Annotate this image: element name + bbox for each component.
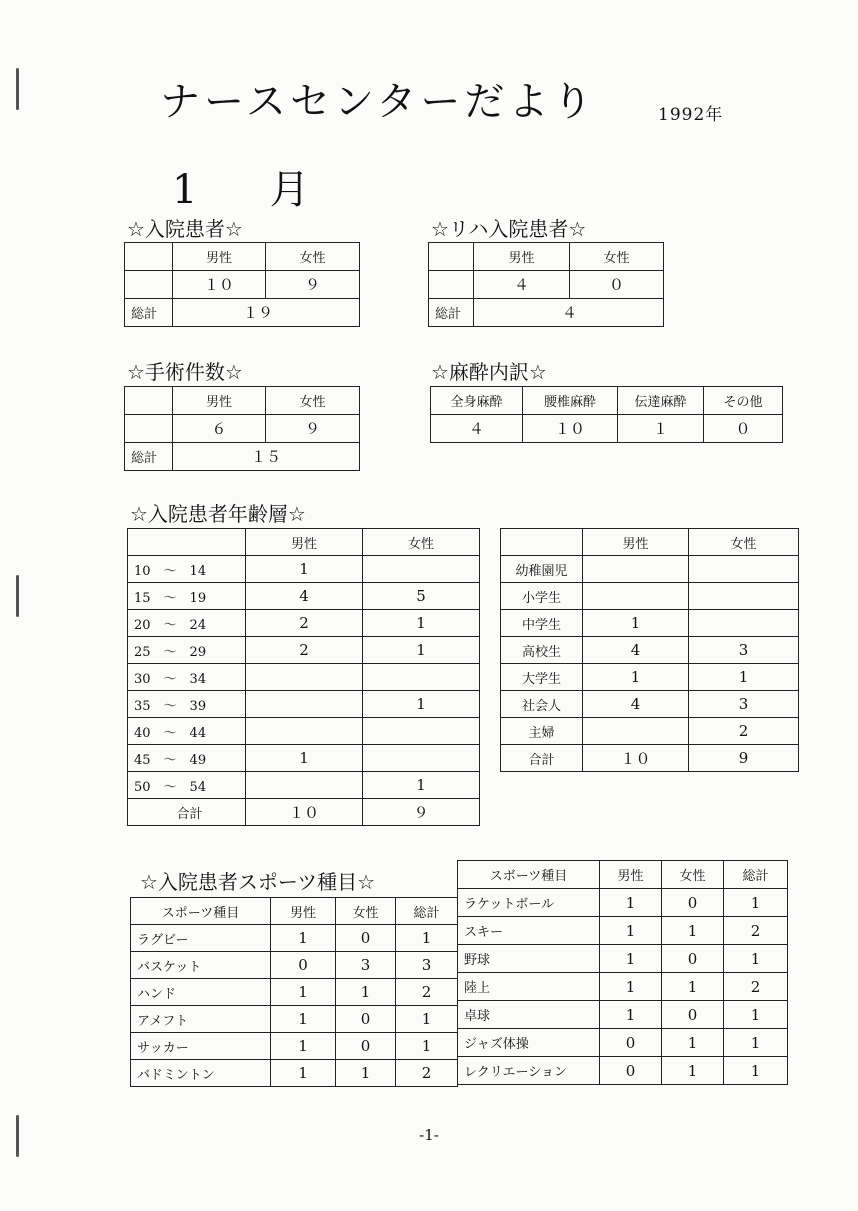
anesthesia-header: 伝達麻酔	[618, 387, 704, 415]
table-cell: ９	[363, 799, 480, 826]
table-cell: 0	[662, 945, 724, 973]
table-cell: 1	[363, 772, 480, 799]
table-cell: 0	[336, 1006, 396, 1033]
table-cell: 1	[724, 1057, 788, 1085]
table-cell: 1	[600, 1001, 662, 1029]
table-cell: 3	[689, 691, 799, 718]
table-cell: 1	[662, 973, 724, 1001]
table-cell: 2	[724, 917, 788, 945]
total-label: 総計	[125, 443, 173, 471]
table-cell: 1	[662, 1057, 724, 1085]
surgery-total: １５	[173, 443, 360, 471]
table-row	[501, 637, 799, 664]
table-cell: 1	[724, 889, 788, 917]
table-cell: 1	[363, 637, 480, 664]
row-label: 35 ～ 39	[128, 691, 246, 718]
table-row	[128, 637, 480, 664]
sports-title: ☆入院患者スポーツ種目☆	[140, 870, 376, 894]
table-cell: 2	[689, 718, 799, 745]
table-cell: 1	[600, 945, 662, 973]
row-label: 25 ～ 29	[128, 637, 246, 664]
col-female: 女性	[266, 243, 360, 271]
table-cell: 0	[662, 1001, 724, 1029]
column-header: 女性	[662, 861, 724, 889]
column-header: 男性	[583, 529, 689, 556]
table-row	[131, 925, 458, 952]
table-cell: 1	[600, 917, 662, 945]
table-cell: 9	[689, 745, 799, 772]
row-label: 中学生	[501, 610, 583, 637]
table-cell	[689, 556, 799, 583]
col-male: 男性	[173, 387, 266, 415]
table-row	[128, 799, 480, 826]
col-male: 男性	[474, 243, 570, 271]
table-cell: 0	[336, 1033, 396, 1060]
column-header	[128, 529, 246, 556]
table-cell: 1	[363, 610, 480, 637]
table-cell	[689, 583, 799, 610]
row-label: アメフト	[131, 1006, 271, 1033]
row-label: ハンド	[131, 979, 271, 1006]
table-cell: 1	[583, 610, 689, 637]
column-header: 男性	[600, 861, 662, 889]
table-cell: 4	[583, 637, 689, 664]
admissions-male: １０	[173, 271, 266, 299]
table-cell: 1	[271, 925, 336, 952]
table-row	[131, 1033, 458, 1060]
row-label: 10 ～ 14	[128, 556, 246, 583]
surgery-female: ９	[266, 415, 360, 443]
table-row	[131, 1006, 458, 1033]
row-label: ラグビー	[131, 925, 271, 952]
column-header: 総計	[724, 861, 788, 889]
table-cell	[246, 718, 363, 745]
admissions-title: ☆入院患者☆	[127, 217, 243, 241]
table-row	[458, 1001, 788, 1029]
row-label: 小学生	[501, 583, 583, 610]
col-female: 女性	[570, 243, 664, 271]
row-label: 40 ～ 44	[128, 718, 246, 745]
table-cell: 1	[724, 945, 788, 973]
table-row	[501, 610, 799, 637]
table-cell	[363, 718, 480, 745]
month-label: 1 月	[172, 167, 326, 213]
year-label: 1992年	[658, 105, 724, 125]
column-header: 女性	[689, 529, 799, 556]
row-label: 50 ～ 54	[128, 772, 246, 799]
table-cell: 5	[363, 583, 480, 610]
table-cell: 1	[336, 1060, 396, 1087]
column-header: スポーツ種目	[131, 898, 271, 925]
page-number: -1-	[419, 1126, 439, 1144]
table-cell	[246, 664, 363, 691]
table-cell	[363, 664, 480, 691]
table-cell: 0	[662, 889, 724, 917]
table-row	[458, 1029, 788, 1057]
table-cell: 4	[246, 583, 363, 610]
row-label: サッカー	[131, 1033, 271, 1060]
row-label: 社会人	[501, 691, 583, 718]
table-row	[131, 1060, 458, 1087]
row-label: 主婦	[501, 718, 583, 745]
row-label: 大学生	[501, 664, 583, 691]
table-cell: 1	[583, 664, 689, 691]
table-cell: 1	[271, 979, 336, 1006]
row-label: 幼稚園児	[501, 556, 583, 583]
column-header	[501, 529, 583, 556]
row-label: 卓球	[458, 1001, 600, 1029]
total-label: 総計	[429, 299, 474, 327]
admissions-total: １９	[173, 299, 360, 327]
table-cell: 1	[336, 979, 396, 1006]
row-label: バスケット	[131, 952, 271, 979]
table-cell: 2	[396, 1060, 458, 1087]
table-row	[128, 745, 480, 772]
column-header: 男性	[246, 529, 363, 556]
table-row	[128, 664, 480, 691]
table-cell	[583, 556, 689, 583]
row-label: 陸上	[458, 973, 600, 1001]
col-female: 女性	[266, 387, 360, 415]
row-label: 高校生	[501, 637, 583, 664]
row-label: レクリエーション	[458, 1057, 600, 1085]
table-row	[458, 945, 788, 973]
table-cell: 2	[724, 973, 788, 1001]
sports-table-left	[130, 897, 458, 1087]
table-row	[128, 772, 480, 799]
column-header: 総計	[396, 898, 458, 925]
table-row	[128, 691, 480, 718]
row-label: ジャズ体操	[458, 1029, 600, 1057]
rehab-male: ４	[474, 271, 570, 299]
table-row	[501, 583, 799, 610]
column-header: スボーツ種目	[458, 861, 600, 889]
column-header: 男性	[271, 898, 336, 925]
table-cell: 4	[583, 691, 689, 718]
table-cell	[246, 772, 363, 799]
table-cell: 3	[689, 637, 799, 664]
table-cell: 1	[600, 973, 662, 1001]
table-cell: 1	[600, 889, 662, 917]
column-header: 女性	[336, 898, 396, 925]
table-row	[458, 1057, 788, 1085]
anesthesia-value: １０	[523, 415, 618, 443]
table-cell: 2	[396, 979, 458, 1006]
anesthesia-header: 全身麻酔	[431, 387, 523, 415]
surgery-table	[124, 386, 360, 471]
page-title: ナースセンターだより	[160, 79, 597, 125]
row-label: 合計	[128, 799, 246, 826]
table-row	[131, 952, 458, 979]
row-label: 45 ～ 49	[128, 745, 246, 772]
occupation-table	[500, 528, 799, 772]
table-cell: 1	[271, 1060, 336, 1087]
row-label: バドミントン	[131, 1060, 271, 1087]
table-cell: 3	[396, 952, 458, 979]
table-cell: 1	[246, 556, 363, 583]
staple-mark	[16, 68, 19, 110]
row-label: スキー	[458, 917, 600, 945]
table-cell: 1	[689, 664, 799, 691]
admissions-table	[124, 242, 360, 327]
table-cell: 1	[662, 917, 724, 945]
table-cell: 1	[246, 745, 363, 772]
anesthesia-header: その他	[704, 387, 783, 415]
table-cell	[363, 556, 480, 583]
admissions-female: ９	[266, 271, 360, 299]
table-cell: 0	[336, 925, 396, 952]
column-header: 女性	[363, 529, 480, 556]
table-row	[501, 718, 799, 745]
age-groups-title: ☆入院患者年齢層☆	[130, 502, 306, 526]
rehab-title: ☆リハ入院患者☆	[431, 217, 587, 241]
table-cell: 0	[600, 1029, 662, 1057]
table-cell: 1	[271, 1033, 336, 1060]
table-row	[501, 691, 799, 718]
row-label: ラケットボール	[458, 889, 600, 917]
table-cell: 1	[271, 1006, 336, 1033]
col-male: 男性	[173, 243, 266, 271]
table-row	[501, 745, 799, 772]
table-row	[501, 664, 799, 691]
rehab-female: ０	[570, 271, 664, 299]
table-cell: 1	[396, 1033, 458, 1060]
table-row	[128, 718, 480, 745]
table-cell: 1	[662, 1029, 724, 1057]
anesthesia-table	[430, 386, 783, 443]
rehab-table	[428, 242, 664, 327]
rehab-total: ４	[474, 299, 664, 327]
table-row	[458, 889, 788, 917]
anesthesia-value: １	[618, 415, 704, 443]
table-cell	[583, 718, 689, 745]
table-row	[501, 556, 799, 583]
row-label: 20 ～ 24	[128, 610, 246, 637]
table-cell	[583, 583, 689, 610]
table-cell: 2	[246, 610, 363, 637]
table-cell	[246, 691, 363, 718]
table-cell: １０	[246, 799, 363, 826]
table-row	[458, 973, 788, 1001]
table-cell: 1	[724, 1029, 788, 1057]
table-cell: 1	[363, 691, 480, 718]
surgery-title: ☆手術件数☆	[127, 360, 243, 384]
age-groups-table	[127, 528, 480, 826]
table-cell: １０	[583, 745, 689, 772]
anesthesia-title: ☆麻酔内訳☆	[431, 360, 547, 384]
anesthesia-value: ４	[431, 415, 523, 443]
row-label: 15 ～ 19	[128, 583, 246, 610]
row-label: 合計	[501, 745, 583, 772]
table-cell	[363, 745, 480, 772]
table-cell	[689, 610, 799, 637]
table-cell: 2	[246, 637, 363, 664]
table-row	[128, 610, 480, 637]
table-row	[128, 583, 480, 610]
table-cell: 1	[396, 925, 458, 952]
total-label: 総計	[125, 299, 173, 327]
table-row	[458, 917, 788, 945]
table-cell: 1	[724, 1001, 788, 1029]
anesthesia-header: 腰椎麻酔	[523, 387, 618, 415]
row-label: 野球	[458, 945, 600, 973]
sports-table-right	[457, 860, 788, 1085]
row-label: 30 ～ 34	[128, 664, 246, 691]
anesthesia-value: ０	[704, 415, 783, 443]
surgery-male: ６	[173, 415, 266, 443]
table-row	[128, 556, 480, 583]
table-cell: 0	[600, 1057, 662, 1085]
table-row	[131, 979, 458, 1006]
table-cell: 3	[336, 952, 396, 979]
table-cell: 0	[271, 952, 336, 979]
table-cell: 1	[396, 1006, 458, 1033]
staple-mark	[16, 575, 19, 617]
